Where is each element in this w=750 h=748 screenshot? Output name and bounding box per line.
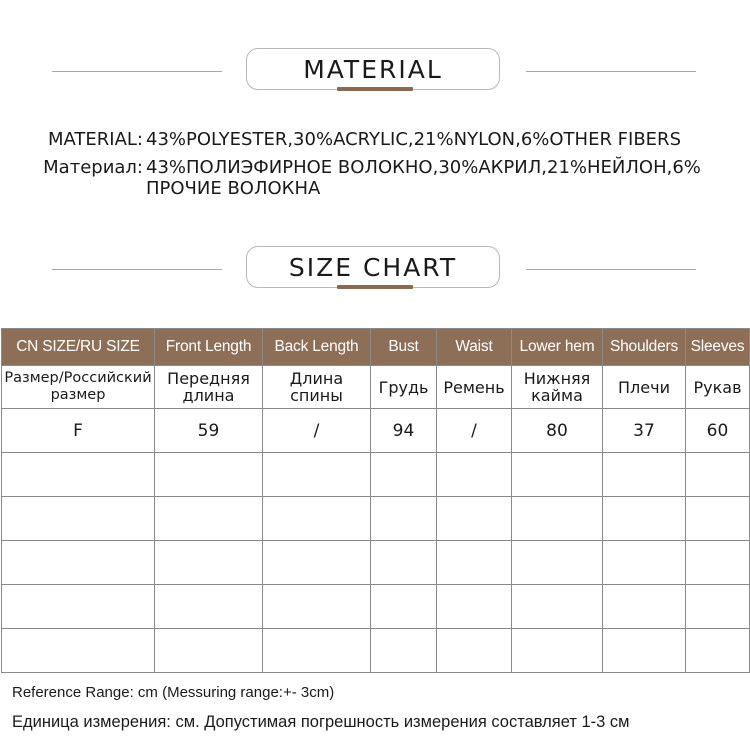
header-cell-ru: Длина спины [263,366,371,409]
size-chart-title: SIZE CHART [288,253,458,282]
header-cell-ru: Ремень [437,366,512,409]
reference-note-ru: Единица измерения: см. Допустимая погрешность измерения составляет 1-3 см [12,713,630,731]
empty-row [2,497,750,541]
empty-row [2,453,750,497]
divider-line-right [526,269,696,270]
material-label-ru: Материал: [43,157,143,178]
header-cell-ru: Размер/Российский размер [2,366,155,409]
table-row [2,409,750,453]
table-cell: / [437,409,512,453]
header-row-ru [2,366,750,409]
table-cell: 59 [155,409,263,453]
header-cell: Back Length [263,329,371,366]
header-cell: Sleeves [686,329,750,366]
header-cell: Front Length [155,329,263,366]
header-cell-ru: Передняя длина [155,366,263,409]
table-cell: 80 [512,409,603,453]
table-cell: 60 [686,409,750,453]
header-cell: CN SIZE/RU SIZE [2,329,155,366]
divider-line-left [52,71,222,72]
header-cell-ru: Нижняя кайма [512,366,603,409]
table-cell: 37 [603,409,686,453]
empty-row [2,629,750,673]
size-cell: F [2,409,155,453]
header-cell-ru: Рукав [686,366,750,409]
divider-line-left [52,269,222,270]
material-header [0,48,750,94]
title-accent-underline [337,285,413,289]
header-cell: Lower hem [512,329,603,366]
header-cell-ru: Грудь [371,366,437,409]
header-cell: Bust [371,329,437,366]
reference-note-en: Reference Range: cm (Messuring range:+- 3cm) [12,684,335,701]
divider-line-right [526,71,696,72]
material-title: MATERIAL [303,55,443,84]
title-accent-underline [337,87,413,91]
size-chart-title-pill [246,246,500,288]
header-row-en [2,329,750,366]
size-chart-table [1,328,750,673]
table-cell: 94 [371,409,437,453]
empty-row [2,585,750,629]
header-cell-ru: Плечи [603,366,686,409]
material-title-pill [246,48,500,90]
material-value-en: 43%POLYESTER,30%ACRYLIC,21%NYLON,6%OTHER FIBERS [146,129,681,150]
empty-row [2,541,750,585]
header-cell: Waist [437,329,512,366]
header-cell: Shoulders [603,329,686,366]
material-value-ru-line1: 43%ПОЛИЭФИРНОЕ ВОЛОКНО,30%АКРИЛ,21%НЕЙЛОН,6% [146,157,701,178]
material-label-en: MATERIAL: [47,129,143,150]
table-cell: / [263,409,371,453]
material-value-ru-line2: ПРОЧИЕ ВОЛОКНА [146,178,321,199]
size-chart-header [0,246,750,292]
